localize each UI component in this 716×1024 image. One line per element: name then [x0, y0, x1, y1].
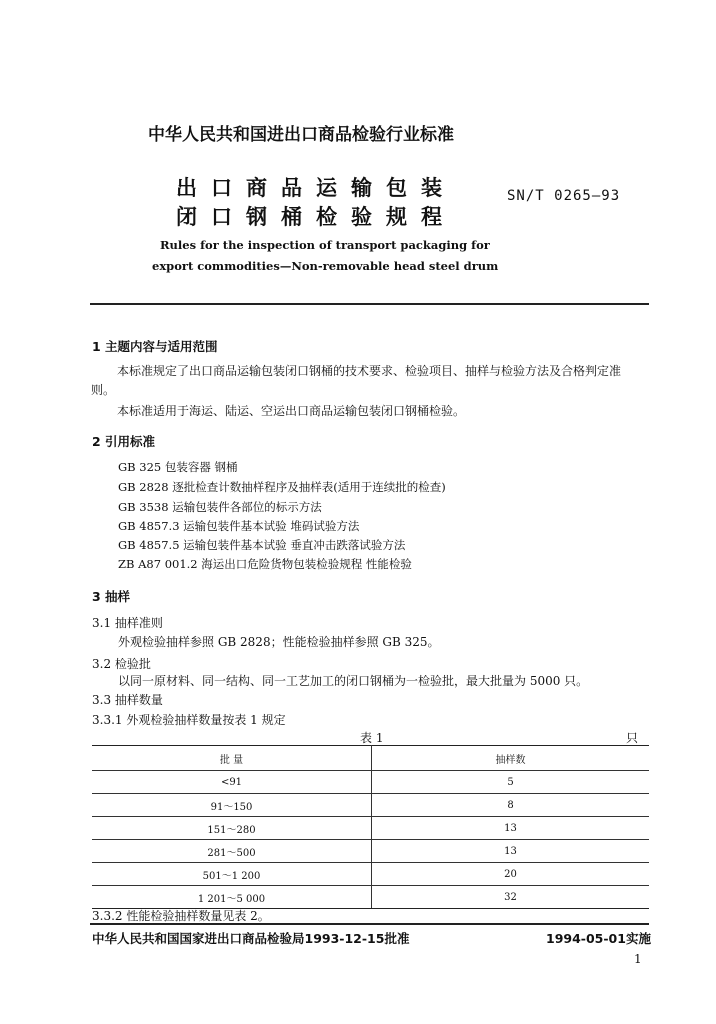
section3-2-heading: 3.2 检验批 — [92, 657, 151, 671]
section3-3-1-heading: 3.3.1 外观检验抽样数量按表 1 规定 — [92, 713, 286, 727]
section1-para2: 本标准适用于海运、陆运、空运出口商品运输包装闭口钢桶检验。 — [117, 404, 466, 418]
reference-item: GB 4857.5 运输包装件基本试验 垂直冲击跌落试验方法 — [118, 538, 406, 552]
issuing-authority: 中华人民共和国进出口商品检验行业标准 — [148, 125, 454, 145]
reference-item: GB 4857.3 运输包装件基本试验 堆码试验方法 — [118, 519, 360, 533]
english-title-line2: export commodities—Non-removable head steel drum — [152, 259, 499, 273]
table-row — [92, 886, 649, 909]
table-cell: 5 — [372, 771, 650, 794]
table-header-cell: 批 量 — [92, 746, 372, 771]
implementation-date: 1994-05-01实施 — [546, 931, 651, 946]
sampling-table — [92, 745, 649, 909]
section3-heading: 3 抽样 — [92, 589, 131, 604]
table-row — [92, 863, 649, 886]
reference-item: GB 325 包装容器 钢桶 — [118, 460, 238, 474]
section3-3-heading: 3.3 抽样数量 — [92, 693, 163, 707]
document-title-line2: 闭口钢桶检验规程 — [176, 205, 456, 229]
section3-1-text: 外观检验抽样参照 GB 2828；性能检验抽样参照 GB 325。 — [118, 635, 440, 649]
section3-1-heading: 3.1 抽样准则 — [92, 616, 163, 630]
table-cell: 20 — [372, 863, 650, 886]
table-header-row — [92, 746, 649, 771]
english-title-line1: Rules for the inspection of transport packaging for — [160, 238, 490, 252]
page-number: 1 — [634, 952, 642, 966]
section1-para1-line1: 本标准规定了出口商品运输包装闭口钢桶的技术要求、检验项目、抽样与检验方法及合格判定准 — [117, 364, 622, 378]
footer-divider — [90, 923, 649, 925]
table-cell: 91～150 — [92, 794, 372, 817]
document-title-line1: 出口商品运输包装 — [176, 176, 456, 200]
table-row — [92, 771, 649, 794]
section3-2-text: 以同一原材料、同一结构、同一工艺加工的闭口钢桶为一检验批，最大批量为 5000 只。 — [118, 674, 589, 688]
table-header-cell: 抽样数 — [372, 746, 650, 771]
section1-para1-line2: 则。 — [91, 383, 116, 397]
standard-code: SN/T 0265—93 — [507, 188, 621, 204]
table-cell: 32 — [372, 886, 650, 909]
section1-heading: 1 主题内容与适用范围 — [92, 339, 218, 354]
table-row — [92, 840, 649, 863]
reference-item: GB 2828 逐批检查计数抽样程序及抽样表(适用于连续批的检查) — [118, 480, 446, 494]
table-cell: <91 — [92, 771, 372, 794]
table-cell: 13 — [372, 817, 650, 840]
table-cell: 281～500 — [92, 840, 372, 863]
table-cell: 8 — [372, 794, 650, 817]
header-divider — [90, 303, 649, 305]
section3-3-2-text: 3.3.2 性能检验抽样数量见表 2。 — [92, 909, 270, 923]
reference-item: GB 3538 运输包装件各部位的标示方法 — [118, 500, 322, 514]
table-cell: 501～1 200 — [92, 863, 372, 886]
table-caption: 表 1 — [360, 731, 384, 745]
approval-statement: 中华人民共和国国家进出口商品检验局1993-12-15批准 — [92, 931, 410, 946]
table-unit: 只 — [626, 731, 639, 745]
table-cell: 13 — [372, 840, 650, 863]
reference-item: ZB A87 001.2 海运出口危险货物包装检验规程 性能检验 — [118, 557, 412, 571]
table-cell: 1 201～5 000 — [92, 886, 372, 909]
section2-heading: 2 引用标准 — [92, 434, 156, 449]
table-cell: 151～280 — [92, 817, 372, 840]
table-row — [92, 817, 649, 840]
table-row — [92, 794, 649, 817]
